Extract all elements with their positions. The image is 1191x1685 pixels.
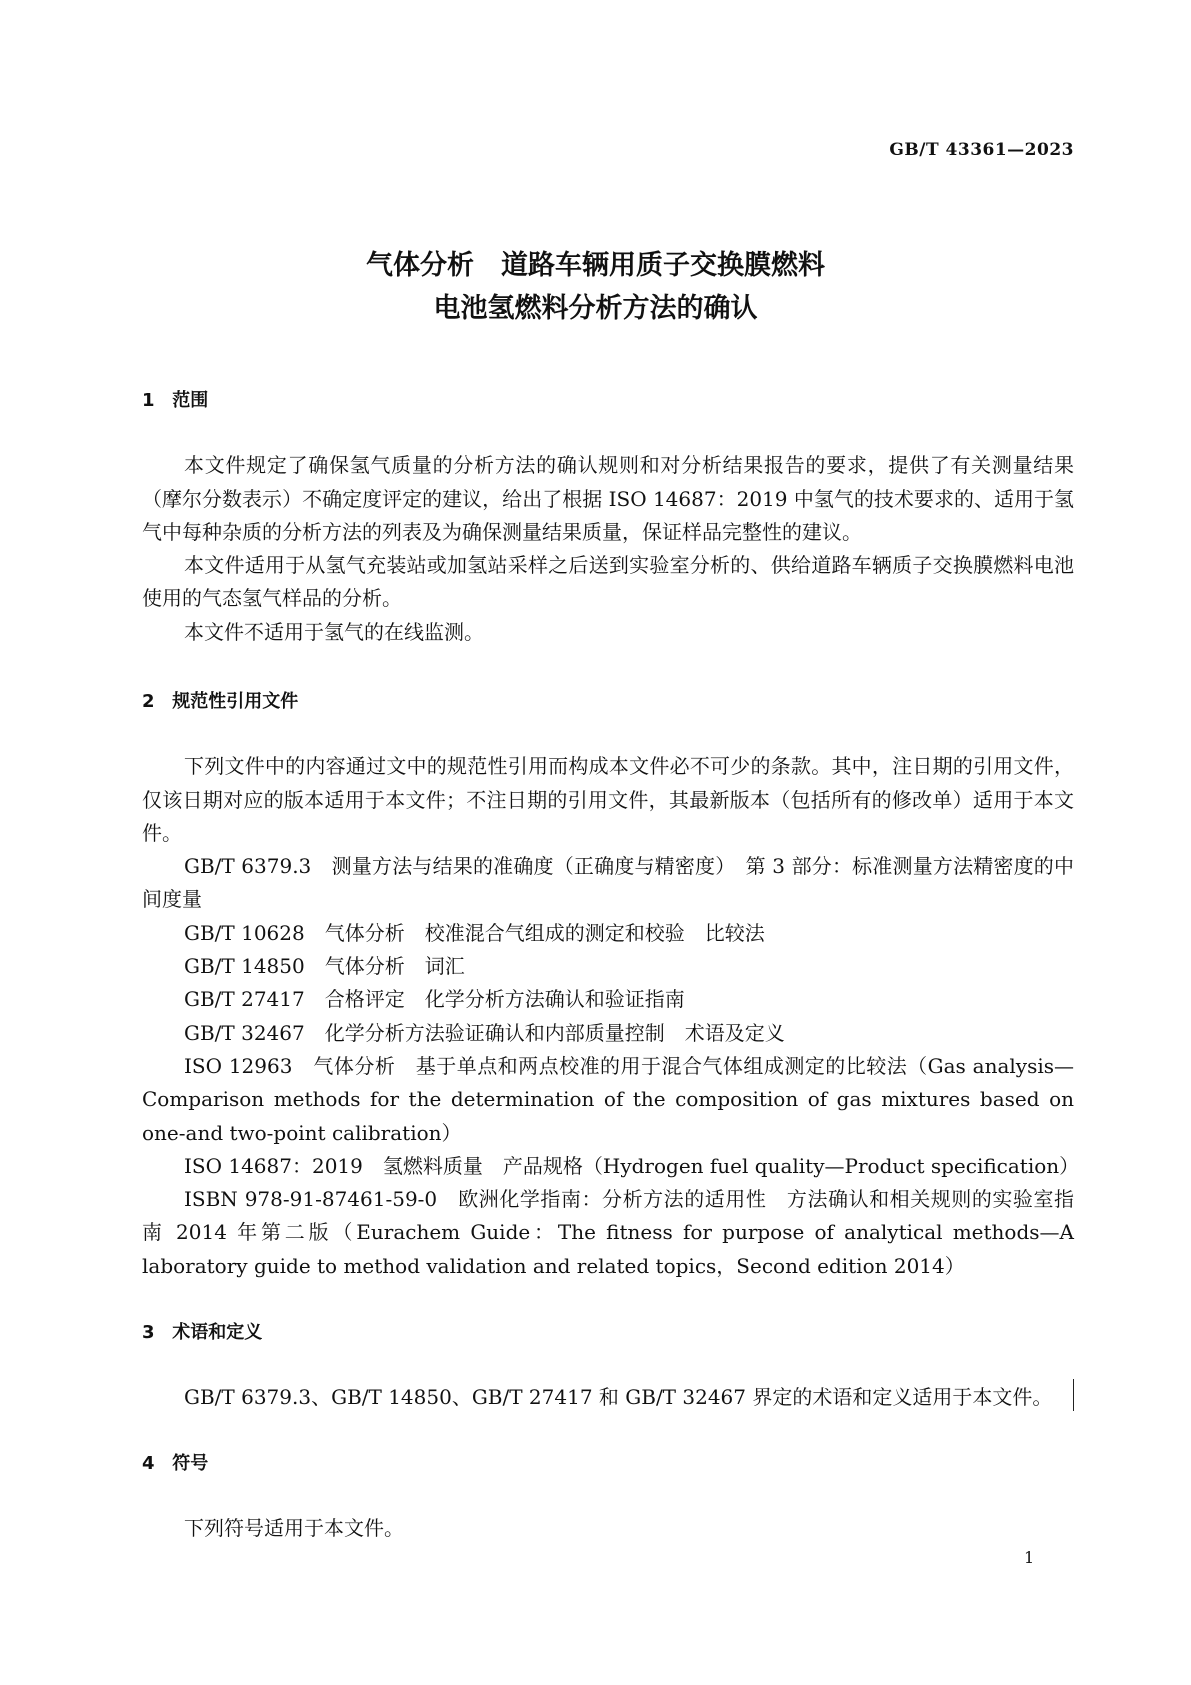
title-line-1: 气体分析 道路车辆用质子交换膜燃料 [366, 250, 825, 281]
reference-item: ISO 12963 气体分析 基于单点和两点校准的用于混合气体组成测定的比较法（Gas analysis—Comparison methods for the determination of the composition of gas mixtures based on one-and two-point calibration） [142, 1053, 1074, 1145]
reference-item: ISBN 978-91-87461-59-0 欧洲化学指南：分析方法的适用性 方法确认和相关规则的实验室指南 2014 年第二版（Eurachem Guide：The fitness for purpose of analytical methods—A laboratory guide to method validation and related topics，Second edition 2014） [142, 1187, 1074, 1278]
reference-item: ISO 14687：2019 氢燃料质量 产品规格（Hydrogen fuel quality—Product specification） [184, 1153, 1080, 1178]
change-bar [1073, 1379, 1074, 1411]
reference-item: GB/T 6379.3 测量方法与结果的准确度（正确度与精密度） 第 3 部分：标准测量方法精密度的中间度量 [142, 854, 1074, 912]
paragraph: GB/T 6379.3、GB/T 14850、GB/T 27417 和 GB/T 32467 界定的术语和定义适用于本文件。 [184, 1385, 1053, 1410]
section-heading: 2 规范性引用文件 [142, 691, 299, 712]
reference-item: GB/T 32467 化学分析方法验证确认和内部质量控制 术语及定义 [184, 1020, 785, 1045]
paragraph: 下列符号适用于本文件。 [184, 1516, 404, 1541]
paragraph: 本文件不适用于氢气的在线监测。 [184, 619, 484, 644]
section-symbols [142, 1447, 1074, 1546]
standard-number: GB/T 43361—2023 [889, 140, 1074, 160]
paragraph: 下列文件中的内容通过文中的规范性引用而构成本文件必不可少的条款。其中，注日期的引用文件，仅该日期对应的版本适用于本文件；不注日期的引用文件，其最新版本（包括所有的修改单）适用于本文件。 [142, 754, 1074, 845]
page-number: 1 [1024, 1548, 1035, 1567]
reference-item: GB/T 14850 气体分析 词汇 [184, 954, 465, 979]
reference-item: GB/T 27417 合格评定 化学分析方法确认和验证指南 [184, 987, 685, 1012]
section-normative-references [142, 685, 1080, 1283]
paragraph: 本文件适用于从氢气充装站或加氢站采样之后送到实验室分析的、供给道路车辆质子交换膜燃料电池使用的气态氢气样品的分析。 [142, 553, 1074, 611]
title-line-2: 电池氢燃料分析方法的确认 [433, 293, 758, 324]
reference-item: GB/T 10628 气体分析 校准混合气组成的测定和校验 比较法 [184, 920, 765, 945]
paragraph: 本文件规定了确保氢气质量的分析方法的确认规则和对分析结果报告的要求，提供了有关测量结果（摩尔分数表示）不确定度评定的建议，给出了根据 ISO 14687：2019 中氢气的技术要求的、适用于氢气中每种杂质的分析方法的列表及为确保测量结果质量，保证样品完整性的建议。 [142, 453, 1074, 544]
section-terms-definitions [142, 1316, 1074, 1415]
section-heading: 1 范围 [142, 390, 209, 411]
section-scope [142, 384, 1074, 649]
section-heading: 3 术语和定义 [142, 1322, 263, 1343]
section-heading: 4 符号 [142, 1453, 209, 1474]
document-title [0, 244, 1191, 330]
